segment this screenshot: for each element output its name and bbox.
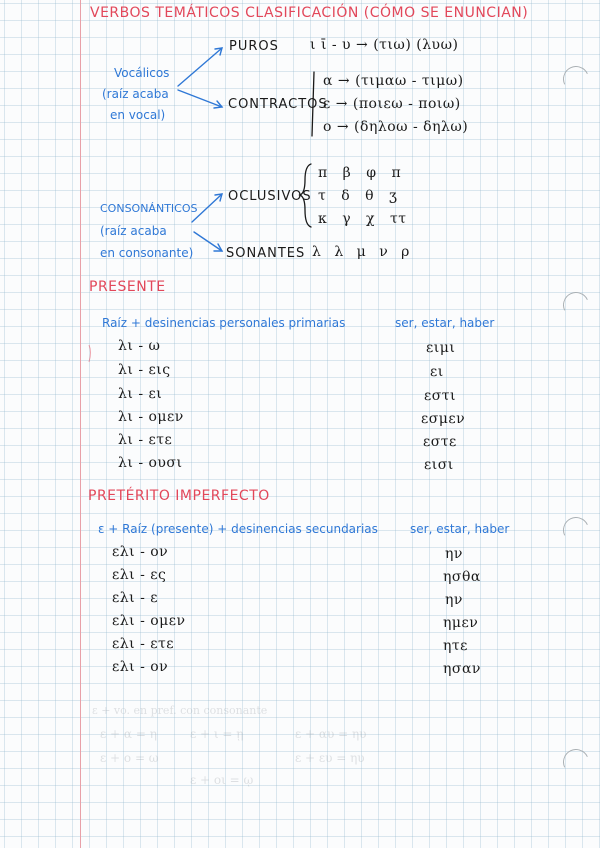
arrow-line [192,194,222,222]
eimi-present-form: εισι [424,457,454,473]
faint-note: ε + αυ = ηυ [295,727,367,741]
arrow-line [194,232,222,251]
consonanticos-note: (raíz acaba [100,224,167,238]
eimi-imperfect-form: ην [445,592,463,608]
eimi-present-form: εστι [424,388,457,404]
imperfecto-form: ελι - ε [112,590,158,606]
presente-form: λι - ομεν [118,409,184,425]
presente-form: λι - ετε [118,432,173,448]
imperfecto-meaning: ser, estar, haber [410,522,510,536]
faint-note: ε + ευ = ηυ [295,751,365,765]
presente-form: λι - ουσι [118,455,183,471]
oclusivos-row: τ δ θ ʒ [318,188,398,204]
presente-form: λι - ω [118,338,161,354]
eimi-present-form: εστε [423,434,457,450]
oclusivos-row: κ γ χ ττ [318,211,407,227]
imperfecto-form: ελι - ετε [112,636,174,652]
faint-note: ε + vo. en pref. con consonante [92,704,268,717]
presente-form: λι - ει [118,386,163,402]
consonanticos-label: CONSONÁNTICOS [100,202,198,215]
contractos-row: α → (τιμαω - τιμω) [323,73,464,89]
faint-note: ε + ι = ῃ [190,727,244,741]
faint-note: ε + ο = ω [100,751,159,765]
eimi-present-form: εσμεν [421,411,466,427]
oclusivos-brace [300,164,311,227]
imperfecto-formula: ε + Raíz (presente) + desinencias secundarias [98,522,378,536]
eimi-imperfect-form: ησαν [443,661,481,677]
puros-label: PUROS [229,39,279,54]
faint-note: ε + οι = ῳ [190,773,254,787]
imperfecto-form: ελι - ον [112,659,169,675]
eimi-imperfect-form: ησθα [443,569,481,585]
imperfecto-heading: PRETÉRITO IMPERFECTO [88,488,270,504]
eimi-imperfect-form: ημεν [443,615,479,631]
arrow-line [178,90,222,107]
eimi-imperfect-form: ητε [443,638,468,654]
faint-note: ε + α = η [100,727,157,741]
contractos-row: ο → (δηλοω - δηλω) [323,119,469,135]
imperfecto-form: ελι - ον [112,544,169,560]
presente-form: λι - εις [118,362,171,378]
contractos-label: CONTRACTOS [228,97,328,112]
puros-value: ι ῑ - υ → (τιω) (λυω) [310,37,459,53]
vocalicos-note: en vocal) [110,108,166,122]
arrow-line [178,48,222,86]
eimi-present-form: ει [430,364,444,380]
oclusivos-label: OCLUSIVOS [228,189,312,204]
vocalicos-note: (raíz acaba [102,87,169,101]
consonanticos-note: en consonante) [100,246,194,260]
imperfecto-form: ελι - ομεν [112,613,186,629]
contractos-bar [312,72,314,136]
vocalicos-label: Vocálicos [114,66,170,80]
presente-formula: Raíz + desinencias personales primarias [102,316,346,330]
presente-heading: PRESENTE [89,279,166,295]
presente-meaning: ser, estar, haber [395,316,495,330]
sonantes-label: SONANTES [226,246,306,261]
sonantes-value: λ λ μ ν ρ [312,244,410,260]
page-title: VERBOS TEMÁTICOS CLASIFICACIÓN (CÓMO SE ENUNCIAN) [90,5,529,21]
imperfecto-form: ελι - ες [112,567,167,583]
eimi-imperfect-form: ην [445,546,463,562]
eimi-present-form: ειμι [426,340,456,356]
oclusivos-row: π β φ π [318,165,402,181]
contractos-row: ε → (ποιεω - ποιω) [323,96,461,112]
